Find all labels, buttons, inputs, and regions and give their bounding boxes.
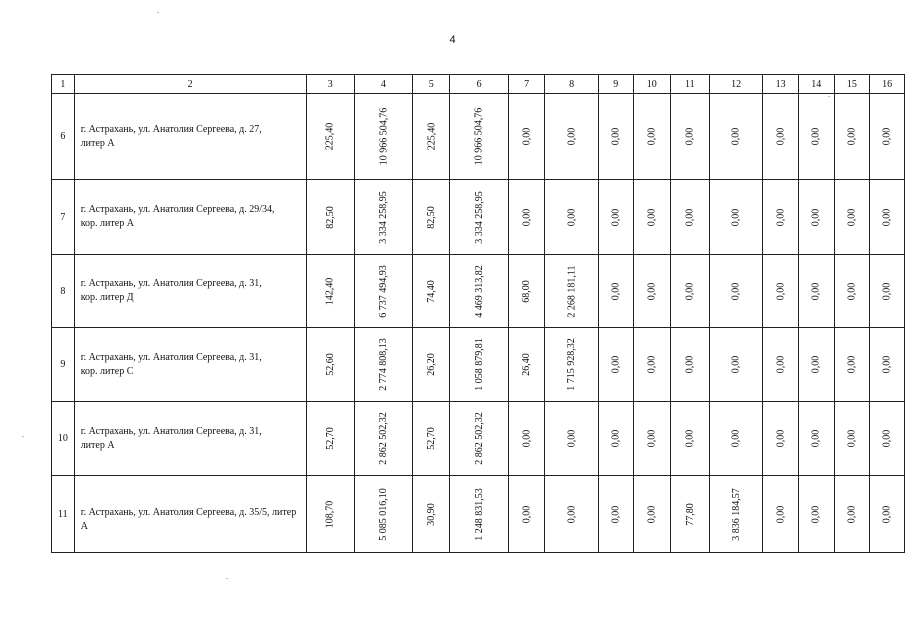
row-number: 10 <box>52 402 75 476</box>
value-cell <box>306 402 354 476</box>
value-text: 0,00 <box>610 208 622 226</box>
value-cell <box>598 328 633 402</box>
row-number: 8 <box>52 255 75 328</box>
value-text: 0,00 <box>810 429 822 448</box>
value-text: 4 469 313,82 <box>473 264 485 318</box>
value-cell <box>633 328 670 402</box>
value-cell <box>508 402 544 476</box>
value-cell <box>834 180 870 255</box>
value-cell <box>870 94 905 180</box>
value-text: 0,00 <box>846 127 858 146</box>
address-cell: г. Астрахань, ул. Анатолия Сергеева, д. 35/5, литер А <box>74 476 306 553</box>
header-cell: 8 <box>545 75 599 94</box>
value-cell <box>798 402 834 476</box>
value-text: 0,00 <box>646 429 658 448</box>
value-cell <box>306 476 354 553</box>
table-row <box>52 255 905 328</box>
value-text: 26,20 <box>425 353 437 376</box>
value-cell <box>545 476 599 553</box>
value-cell <box>450 328 509 402</box>
value-cell <box>545 255 599 328</box>
value-cell <box>633 255 670 328</box>
value-text: 0,00 <box>684 429 696 448</box>
value-cell <box>306 94 354 180</box>
value-text: 10 966 504,76 <box>473 107 485 166</box>
value-cell <box>633 402 670 476</box>
value-text: 0,00 <box>846 355 858 374</box>
header-cell: 2 <box>74 75 306 94</box>
value-cell <box>670 328 709 402</box>
value-text: 6 737 494,93 <box>377 264 389 318</box>
value-text: 0,00 <box>881 429 893 448</box>
value-text: 0,00 <box>730 208 742 226</box>
value-cell <box>670 180 709 255</box>
value-text: 0,00 <box>521 208 533 226</box>
value-text: 0,00 <box>610 282 622 300</box>
value-cell <box>763 94 799 180</box>
scan-speck <box>22 436 24 437</box>
value-text: 0,00 <box>775 505 787 523</box>
value-cell <box>306 255 354 328</box>
value-cell <box>670 94 709 180</box>
value-text: 3 334 258,95 <box>377 190 389 244</box>
value-text: 10 966 504,76 <box>377 107 389 166</box>
value-cell <box>354 402 413 476</box>
value-text: 2 862 502,32 <box>377 412 389 465</box>
header-cell: 12 <box>709 75 763 94</box>
row-number: 7 <box>52 180 75 255</box>
value-cell <box>709 328 763 402</box>
value-cell <box>598 402 633 476</box>
value-text: 3 334 258,95 <box>473 190 485 244</box>
value-text: 52,70 <box>425 427 437 450</box>
header-cell: 15 <box>834 75 870 94</box>
address-cell: г. Астрахань, ул. Анатолия Сергеева, д. 31, кор. литер Д <box>74 255 306 328</box>
value-cell <box>598 94 633 180</box>
row-number: 9 <box>52 328 75 402</box>
value-text: 0,00 <box>881 505 893 523</box>
value-text: 77,80 <box>684 502 696 526</box>
value-cell <box>508 94 544 180</box>
value-cell <box>709 94 763 180</box>
header-cell: 5 <box>413 75 450 94</box>
value-text: 0,00 <box>521 505 533 523</box>
value-text: 0,00 <box>846 208 858 226</box>
value-cell <box>354 180 413 255</box>
value-cell <box>598 255 633 328</box>
value-text: 0,00 <box>810 505 822 523</box>
value-text: 26,40 <box>521 353 533 376</box>
value-text: 0,00 <box>810 208 822 226</box>
value-text: 0,00 <box>521 127 533 146</box>
value-cell <box>670 255 709 328</box>
header-cell: 4 <box>354 75 413 94</box>
value-text: 108,70 <box>324 500 336 528</box>
value-text: 0,00 <box>684 355 696 374</box>
value-text: 52,60 <box>324 353 336 376</box>
value-cell <box>508 255 544 328</box>
value-cell <box>798 255 834 328</box>
value-text: 0,00 <box>775 282 787 300</box>
value-cell <box>450 476 509 553</box>
header-cell: 9 <box>598 75 633 94</box>
value-cell <box>870 476 905 553</box>
value-cell <box>709 402 763 476</box>
value-cell <box>306 180 354 255</box>
header-cell: 10 <box>633 75 670 94</box>
header-cell: 6 <box>450 75 509 94</box>
value-text: 0,00 <box>610 505 622 523</box>
value-text: 0,00 <box>566 429 578 448</box>
value-text: 0,00 <box>646 127 658 146</box>
value-text: 0,00 <box>846 282 858 300</box>
value-text: 0,00 <box>730 355 742 374</box>
address-cell: г. Астрахань, ул. Анатолия Сергеева, д. 27, литер А <box>74 94 306 180</box>
value-cell <box>870 180 905 255</box>
value-cell <box>763 402 799 476</box>
value-text: 0,00 <box>810 127 822 146</box>
value-cell <box>413 476 450 553</box>
value-cell <box>633 94 670 180</box>
value-cell <box>450 94 509 180</box>
value-cell <box>834 255 870 328</box>
value-cell <box>508 476 544 553</box>
address-cell: г. Астрахань, ул. Анатолия Сергеева, д. 29/34, кор. литер А <box>74 180 306 255</box>
value-cell <box>508 328 544 402</box>
value-cell <box>670 476 709 553</box>
value-text: 2 268 181,11 <box>566 264 578 318</box>
address-cell: г. Астрахань, ул. Анатолия Сергеева, д. 31, кор. литер С <box>74 328 306 402</box>
value-cell <box>354 328 413 402</box>
value-cell <box>598 180 633 255</box>
scan-speck <box>828 96 830 97</box>
value-text: 82,50 <box>324 205 336 229</box>
value-text: 0,00 <box>566 208 578 226</box>
header-cell: 1 <box>52 75 75 94</box>
value-text: 30,90 <box>425 502 437 526</box>
value-cell <box>413 328 450 402</box>
scan-speck <box>226 578 228 579</box>
table-row <box>52 402 905 476</box>
value-text: 0,00 <box>775 127 787 146</box>
page-number: 4 <box>449 34 456 46</box>
address-cell: г. Астрахань, ул. Анатолия Сергеева, д. 31, литер А <box>74 402 306 476</box>
value-text: 1 248 831,53 <box>473 487 485 541</box>
value-cell <box>354 94 413 180</box>
table-row <box>52 328 905 402</box>
value-cell <box>763 328 799 402</box>
value-cell <box>763 180 799 255</box>
value-text: 0,00 <box>684 208 696 226</box>
value-cell <box>763 255 799 328</box>
value-text: 225,40 <box>324 122 336 151</box>
value-text: 74,40 <box>425 279 437 303</box>
value-text: 0,00 <box>646 505 658 523</box>
value-text: 0,00 <box>646 208 658 226</box>
value-cell <box>870 255 905 328</box>
scan-speck <box>157 12 159 13</box>
value-cell <box>633 476 670 553</box>
value-cell <box>709 255 763 328</box>
value-text: 1 715 928,32 <box>566 338 578 391</box>
value-text: 0,00 <box>730 127 742 146</box>
value-cell <box>545 402 599 476</box>
value-cell <box>413 180 450 255</box>
value-text: 0,00 <box>881 208 893 226</box>
value-cell <box>508 180 544 255</box>
value-cell <box>306 328 354 402</box>
value-text: 0,00 <box>646 282 658 300</box>
value-cell <box>763 476 799 553</box>
value-cell <box>870 402 905 476</box>
value-text: 142,40 <box>324 277 336 305</box>
value-text: 0,00 <box>610 127 622 146</box>
value-cell <box>413 402 450 476</box>
value-text: 0,00 <box>775 208 787 226</box>
value-text: 0,00 <box>684 282 696 300</box>
value-cell <box>834 476 870 553</box>
value-cell <box>413 94 450 180</box>
value-text: 0,00 <box>684 127 696 146</box>
value-text: 0,00 <box>566 127 578 146</box>
value-text: 68,00 <box>521 279 533 303</box>
value-text: 0,00 <box>775 429 787 448</box>
value-cell <box>450 255 509 328</box>
value-cell <box>798 476 834 553</box>
value-text: 0,00 <box>521 429 533 448</box>
value-text: 52,70 <box>324 427 336 450</box>
value-cell <box>598 476 633 553</box>
value-text: 0,00 <box>846 505 858 523</box>
value-text: 82,50 <box>425 205 437 229</box>
table-row <box>52 476 905 553</box>
value-cell <box>834 94 870 180</box>
value-cell <box>798 180 834 255</box>
value-text: 2 774 808,13 <box>377 338 389 391</box>
value-text: 225,40 <box>425 122 437 151</box>
value-text: 0,00 <box>610 355 622 374</box>
table-body <box>52 75 905 553</box>
header-cell: 13 <box>763 75 799 94</box>
value-text: 0,00 <box>730 429 742 448</box>
header-cell: 3 <box>306 75 354 94</box>
value-cell <box>545 328 599 402</box>
table-row <box>52 94 905 180</box>
value-cell <box>798 94 834 180</box>
value-text: 0,00 <box>881 127 893 146</box>
header-cell: 11 <box>670 75 709 94</box>
value-text: 1 058 879,81 <box>473 338 485 391</box>
value-text: 0,00 <box>846 429 858 448</box>
value-cell <box>709 476 763 553</box>
value-text: 3 836 184,57 <box>730 487 742 541</box>
value-text: 0,00 <box>730 282 742 300</box>
table-row <box>52 180 905 255</box>
value-text: 0,00 <box>566 505 578 523</box>
value-cell <box>834 328 870 402</box>
row-number: 6 <box>52 94 75 180</box>
header-cell: 16 <box>870 75 905 94</box>
header-cell: 7 <box>508 75 544 94</box>
row-number: 11 <box>52 476 75 553</box>
header-cell: 14 <box>798 75 834 94</box>
value-text: 0,00 <box>610 429 622 448</box>
property-table <box>51 74 905 553</box>
value-cell <box>450 180 509 255</box>
value-text: 0,00 <box>810 282 822 300</box>
value-text: 0,00 <box>775 355 787 374</box>
value-text: 0,00 <box>881 282 893 300</box>
value-cell <box>545 94 599 180</box>
value-text: 0,00 <box>810 355 822 374</box>
value-cell <box>834 402 870 476</box>
value-cell <box>450 402 509 476</box>
header-row <box>52 75 905 94</box>
value-cell <box>413 255 450 328</box>
value-cell <box>633 180 670 255</box>
value-cell <box>354 476 413 553</box>
value-cell <box>545 180 599 255</box>
value-cell <box>870 328 905 402</box>
value-cell <box>670 402 709 476</box>
value-cell <box>798 328 834 402</box>
value-cell <box>354 255 413 328</box>
value-text: 2 862 502,32 <box>473 412 485 465</box>
value-text: 0,00 <box>881 355 893 374</box>
value-text: 5 085 016,10 <box>377 487 389 541</box>
value-text: 0,00 <box>646 355 658 374</box>
value-cell <box>709 180 763 255</box>
